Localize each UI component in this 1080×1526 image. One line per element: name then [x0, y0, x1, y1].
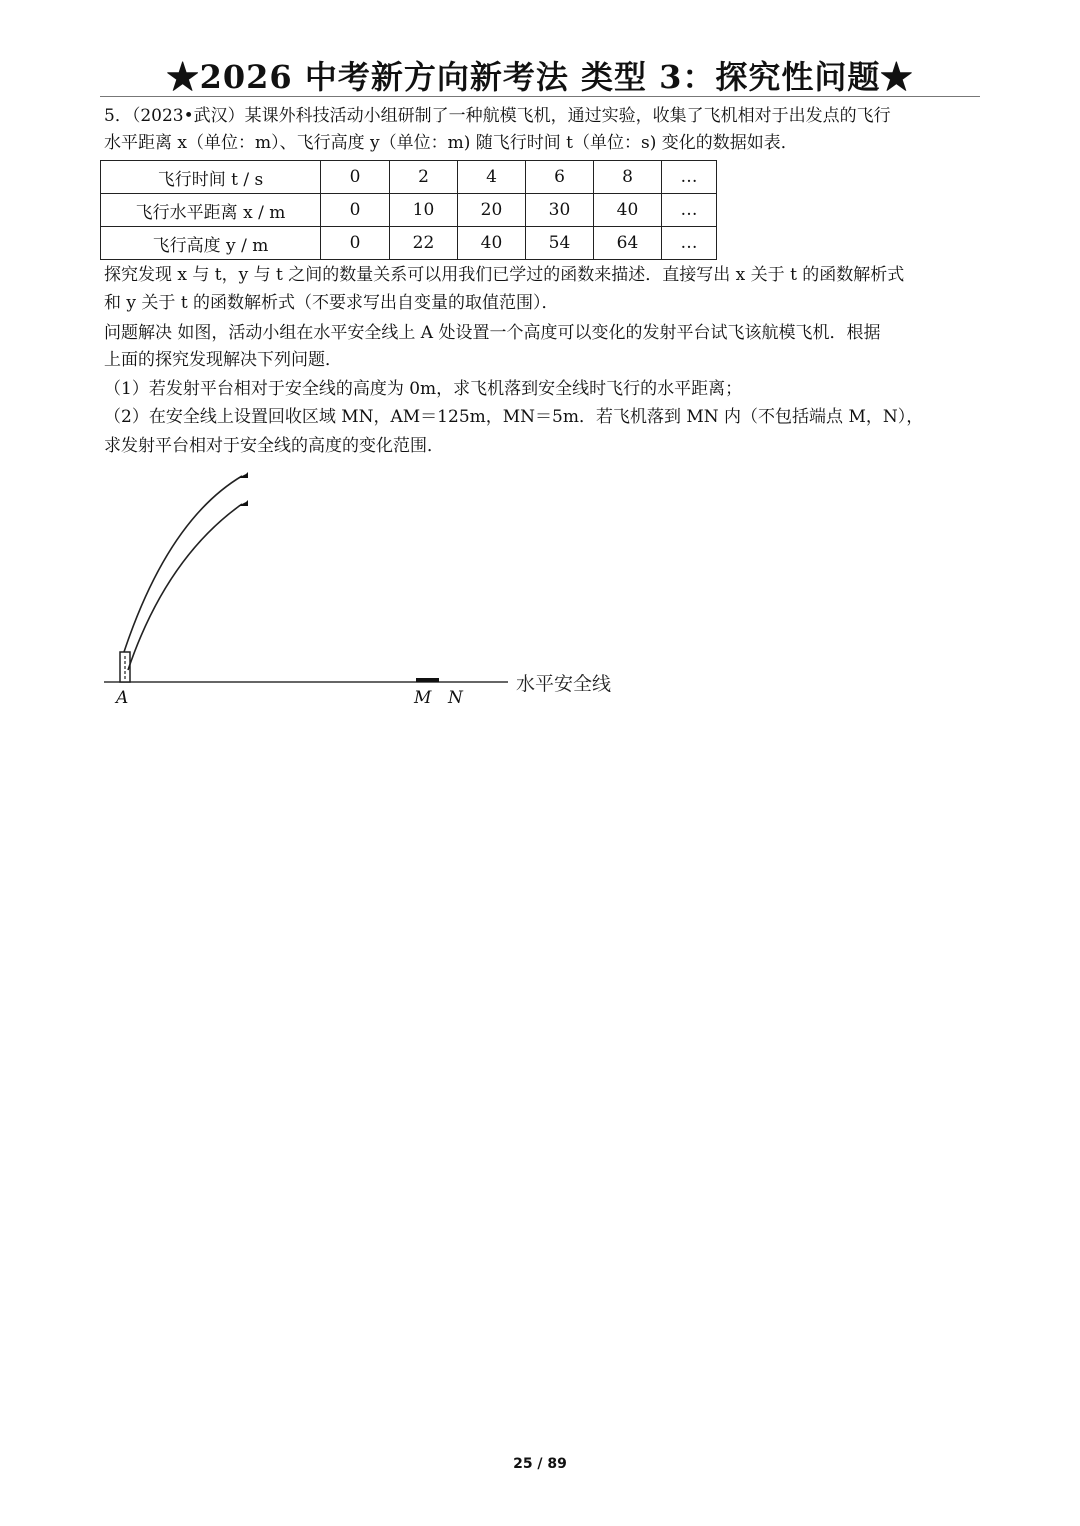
question-2-line-1: （2）在安全线上设置回收区域 MN，AM＝125m，MN＝5m．若飞机落到 MN 内（不包括端点 M，N），: [104, 407, 924, 427]
question-1: （1）若发射平台相对于安全线的高度为 0m，求飞机落到安全线时飞行的水平距离；: [104, 379, 743, 399]
table-cell: 10: [390, 194, 458, 227]
table-cell: 0: [321, 194, 390, 227]
table-cell: 20: [458, 194, 526, 227]
table-cell: …: [662, 161, 717, 194]
data-table: [100, 160, 717, 260]
table-row-header: 飞行水平距离 x / m: [101, 194, 321, 227]
table-row: [101, 194, 717, 227]
table-cell: 22: [390, 227, 458, 260]
problem-line-1: 5．（2023•武汉）某课外科技活动小组研制了一种航模飞机，通过实验，收集了飞机相对于出发点的飞行: [104, 106, 891, 126]
table-cell: 8: [594, 161, 662, 194]
flight-path-upper: [124, 476, 242, 652]
label-a: A: [116, 688, 129, 708]
explore-line-2: 和 y 关于 t 的函数解析式（不要求写出自变量的取值范围）．: [104, 293, 559, 313]
table-cell: 0: [321, 227, 390, 260]
table-cell: 64: [594, 227, 662, 260]
table-row-header: 飞行时间 t / s: [101, 161, 321, 194]
table-cell: …: [662, 227, 717, 260]
table-row: [101, 227, 717, 260]
table-cell: 4: [458, 161, 526, 194]
table-cell: …: [662, 194, 717, 227]
page-number: 25 / 89: [513, 1456, 567, 1472]
problem-line-2: 水平距离 x（单位：m）、飞行高度 y（单位：m) 随飞行时间 t（单位：s) 变化的数据如表．: [104, 133, 798, 153]
explore-line-1: 探究发现 x 与 t，y 与 t 之间的数量关系可以用我们已学过的函数来描述．直接写出 x 关于 t 的函数解析式: [104, 265, 905, 285]
table-row: [101, 161, 717, 194]
table-cell: 30: [526, 194, 594, 227]
question-2-line-2: 求发射平台相对于安全线的高度的变化范围．: [104, 436, 444, 456]
label-m: M: [414, 688, 432, 708]
label-n: N: [448, 688, 463, 708]
table-cell: 40: [594, 194, 662, 227]
table-cell: 6: [526, 161, 594, 194]
page-title: ★2026 中考新方向新考法 类型 3：探究性问题★: [166, 58, 914, 96]
title-divider: [100, 96, 980, 97]
label-safety-line: 水平安全线: [516, 673, 612, 695]
table-cell: 2: [390, 161, 458, 194]
table-cell: 54: [526, 227, 594, 260]
solve-line-1: 问题解决 如图，活动小组在水平安全线上 A 处设置一个高度可以变化的发射平台试飞该航模飞机．根据: [104, 323, 881, 343]
solve-line-2: 上面的探究发现解决下列问题．: [104, 350, 342, 370]
table-row-header: 飞行高度 y / m: [101, 227, 321, 260]
table-cell: 0: [321, 161, 390, 194]
table-cell: 40: [458, 227, 526, 260]
flight-diagram: [96, 460, 636, 720]
